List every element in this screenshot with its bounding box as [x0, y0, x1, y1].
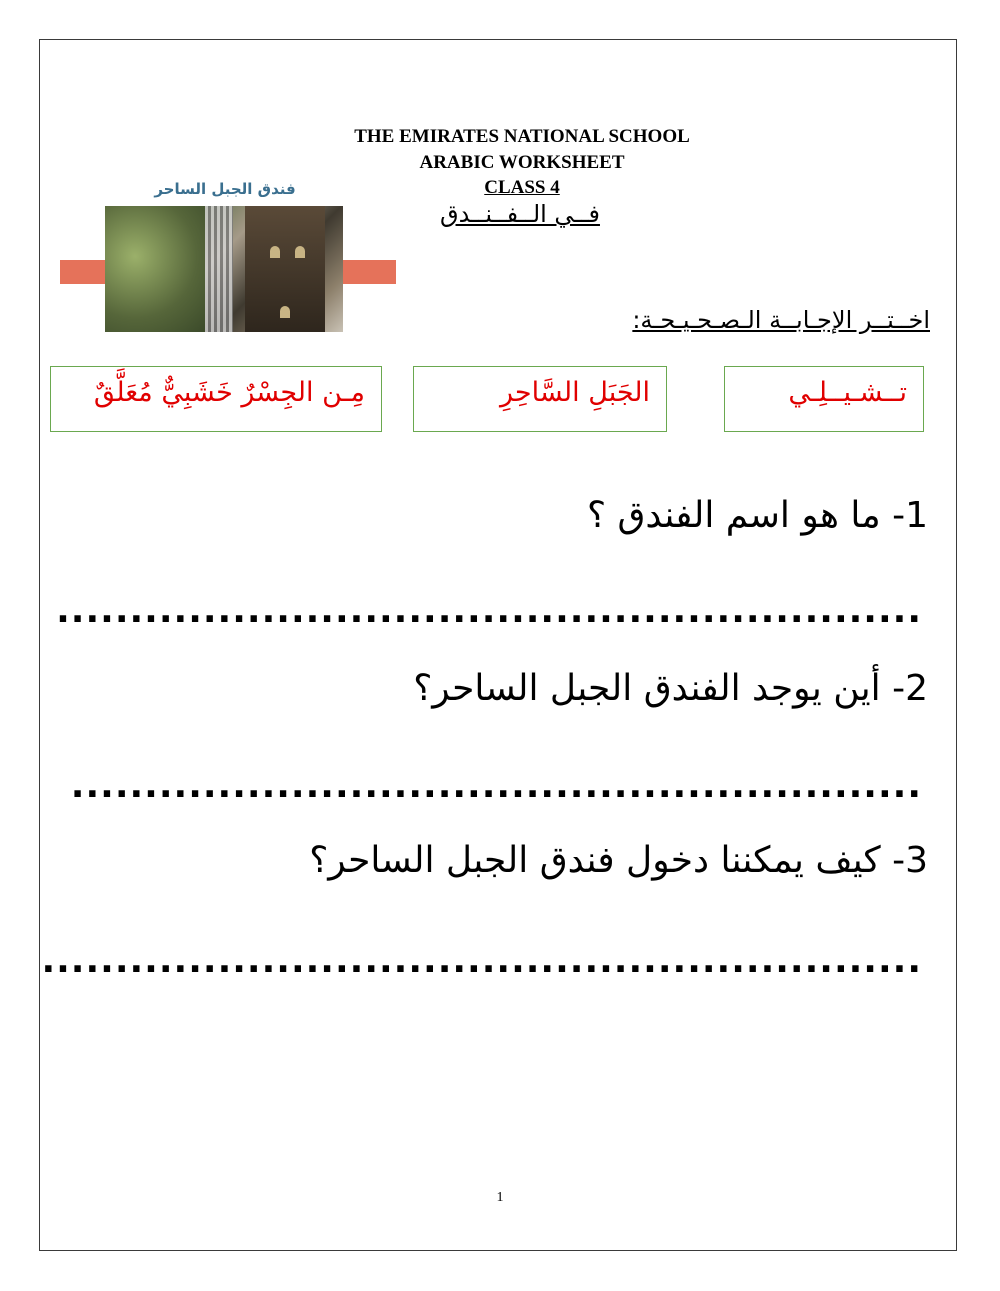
page-number: 1: [496, 1190, 504, 1205]
choice-box[interactable]: مِـن الجِسْرٌ خَشَبِيٌّ مُعَلَّقٌ: [50, 366, 382, 432]
lesson-title: فــي الــفــنــدق: [440, 200, 600, 228]
class-label: CLASS 4: [484, 177, 560, 198]
answer-line-1[interactable]: ...........................................................: [56, 590, 922, 631]
answer-line-3[interactable]: ............................................................: [41, 940, 922, 981]
instruction-text: اخــتــر الإجـابــة الـصـحـيـحـة:: [632, 306, 930, 334]
choice-box[interactable]: تــشـيــلِـي: [724, 366, 924, 432]
hotel-photo: [105, 206, 343, 332]
hotel-image: [60, 176, 396, 334]
image-caption: فندق الجبل الساحر: [154, 180, 296, 198]
question-1: 1- ما هو اسم الفندق ؟: [586, 495, 928, 536]
question-3: 3- كيف يمكننا دخول فندق الجبل الساحر؟: [309, 840, 928, 881]
worksheet-title: ARABIC WORKSHEET: [419, 152, 625, 173]
question-2: 2- أين يوجد الفندق الجبل الساحر؟: [413, 668, 928, 709]
choice-box[interactable]: الجَبَلِ السَّاحِرِ: [413, 366, 667, 432]
school-name: THE EMIRATES NATIONAL SCHOOL: [354, 126, 690, 147]
answer-line-2[interactable]: ..........................................................: [70, 765, 922, 806]
